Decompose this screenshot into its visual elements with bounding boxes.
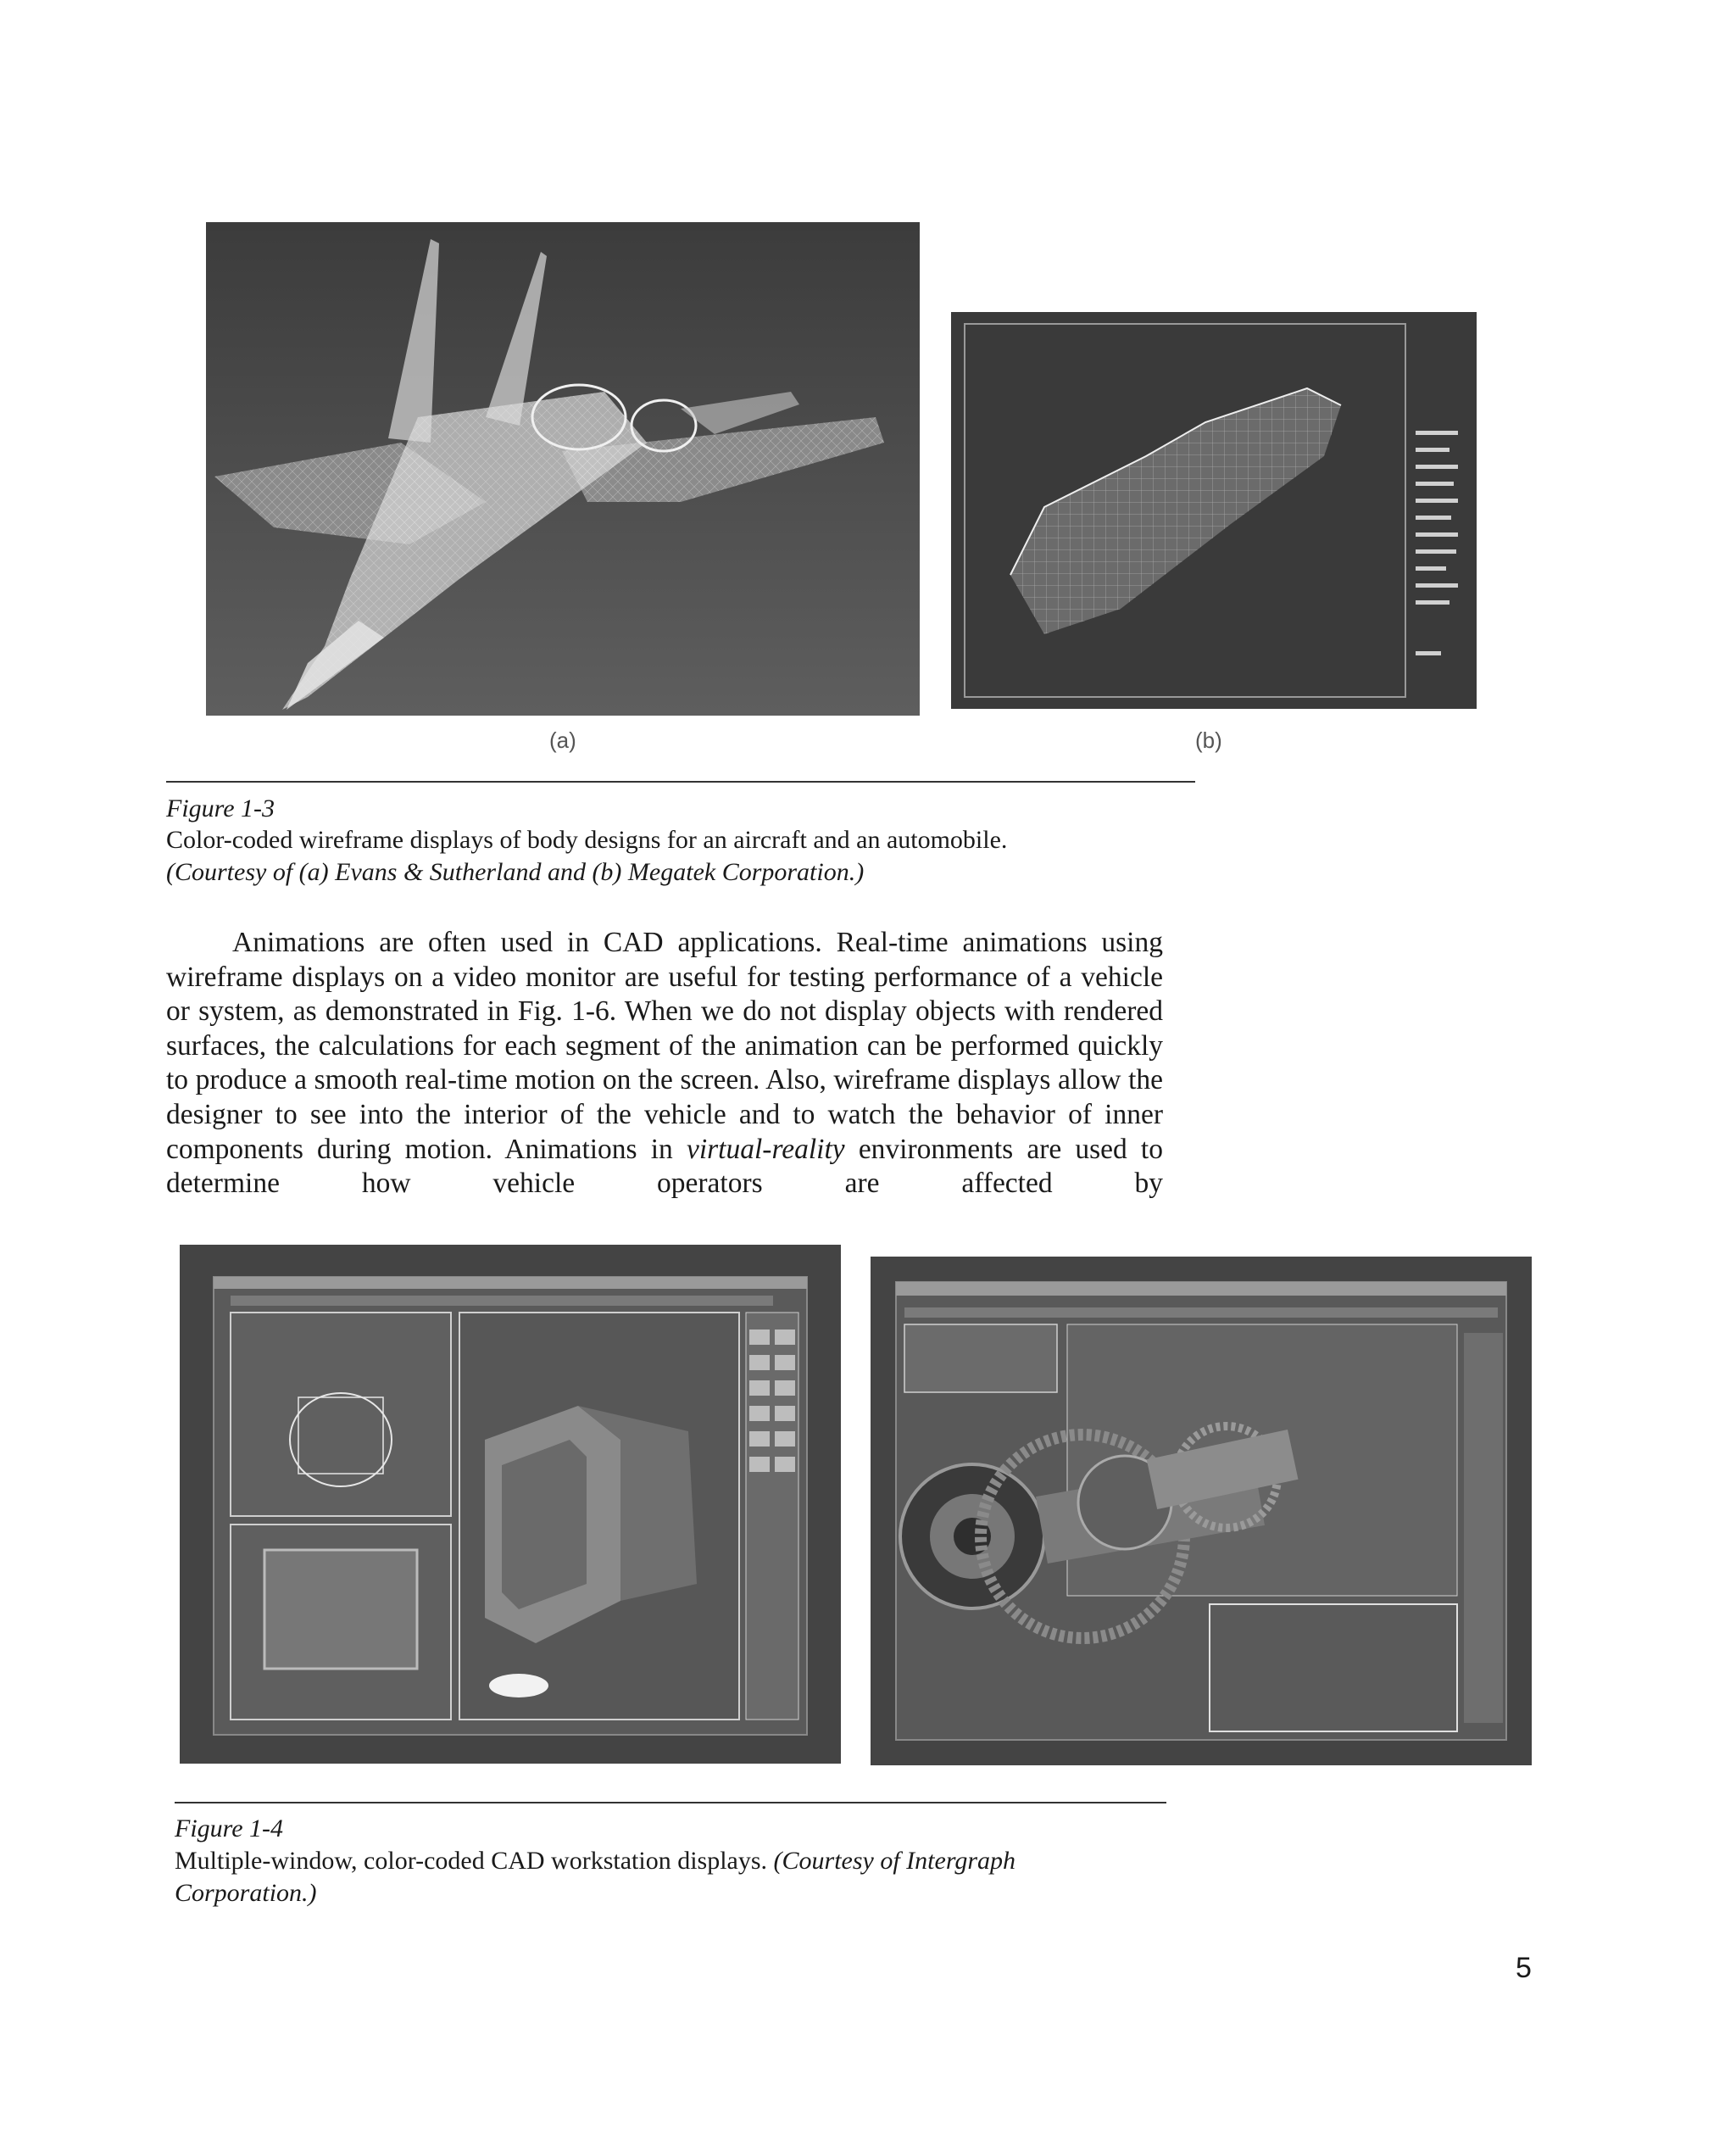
- figure-1-4-caption: [175, 1845, 1090, 1909]
- page-number: 5: [1516, 1952, 1532, 1984]
- figure-1-3b-automobile-wireframe-image: [951, 312, 1477, 709]
- figure-1-4-right-gear-assembly-screenshot: [871, 1257, 1532, 1765]
- body-text-part-1: Animations are often used in CAD applications. Real-time animations using wireframe displays on a video monitor are useful for testing performance of a vehicle or system, as demonstrated in Fig. 1-6. When we do not display objects with rendered surfaces, the calculations for each segment of the animation can be performed quickly to produce a smooth real-time motion on the screen. Also, wireframe displays allow the designer to see into the interior of the vehicle and to watch the behavior of inner components during motion. Animations in: [166, 927, 1163, 1165]
- figure-1-4-credit: (Courtesy of Intergraph Corporation.): [175, 1847, 1016, 1907]
- body-paragraph: [166, 926, 1163, 1201]
- figure-1-3-credit: (Courtesy of (a) Evans & Sutherland and (b) Megatek Corporation.): [166, 858, 865, 886]
- figure-1-3-rule: [166, 781, 1195, 783]
- figure-1-3-panel-a-label: (a): [549, 727, 576, 753]
- figure-1-3a-aircraft-wireframe-image: [206, 222, 920, 716]
- figure-1-4-left-workstation-screenshot: [180, 1245, 841, 1764]
- figure-1-3-label: Figure 1-3: [166, 794, 275, 822]
- body-emphasis-virtual-reality: virtual-reality: [686, 1133, 845, 1165]
- figure-1-4-label: Figure 1-4: [175, 1814, 284, 1842]
- figure-1-3-caption-text: Color-coded wireframe displays of body designs for an aircraft and an automobile.: [166, 826, 1008, 854]
- figure-1-4-rule: [175, 1802, 1166, 1803]
- figure-1-4-caption-text: Multiple-window, color-coded CAD workstation displays.: [175, 1847, 768, 1875]
- body-text-part-2: environments are used to determine how vehicle operators are affected by: [166, 1133, 1163, 1200]
- figure-1-3-caption: [166, 824, 1200, 889]
- figure-1-3-panel-b-label: (b): [1195, 727, 1222, 753]
